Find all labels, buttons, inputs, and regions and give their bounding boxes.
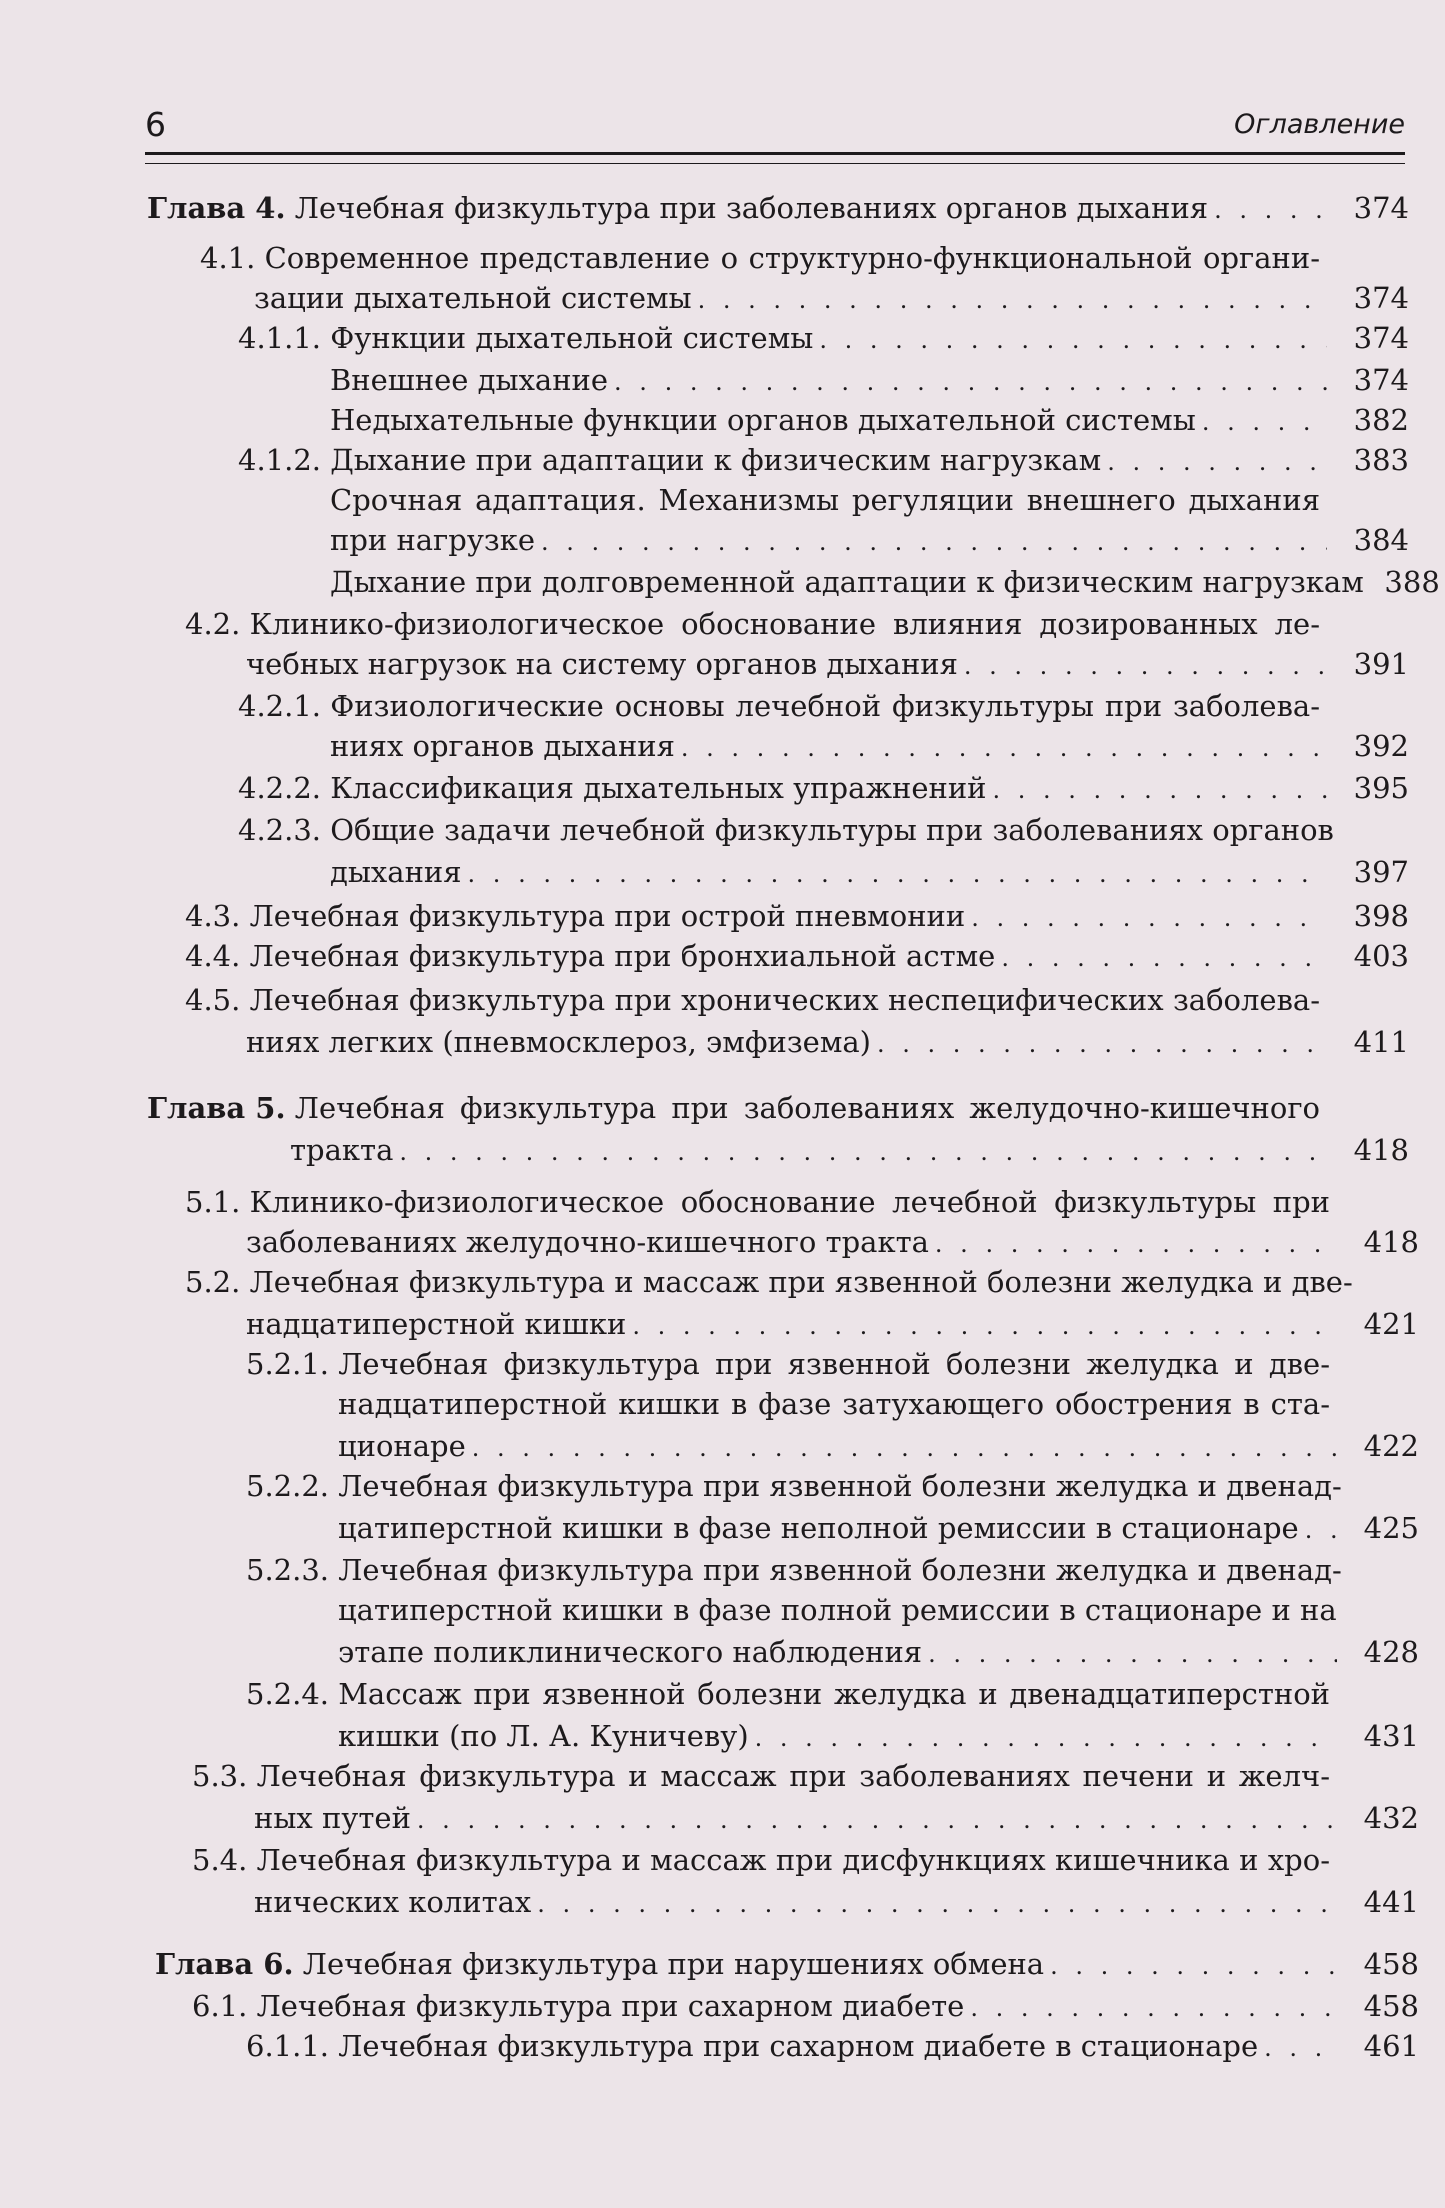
toc-entry-title: Лечебная физкультура и массаж при заболеваниях печени и желч-: [256, 1759, 1330, 1793]
dot-leader: [698, 280, 1327, 320]
toc-entry-long-term-adaptation: [330, 562, 1440, 602]
toc-entry-title-cont: цатиперстной кишки в фазе неполной ремиссии в стационаре: [338, 1511, 1299, 1545]
toc-page-number: 391: [1353, 647, 1409, 681]
toc-entry-5-2-3: [246, 1550, 1342, 1590]
dot-leader: [417, 1800, 1337, 1840]
running-head: Оглавление: [1234, 109, 1405, 140]
toc-page-number: 374: [1353, 363, 1409, 397]
toc-section-number: 4.1.2.: [238, 443, 322, 477]
toc-page-number: 431: [1363, 1719, 1419, 1753]
toc-entry-5-2-4-cont: [338, 1716, 1419, 1756]
dot-leader: [1202, 402, 1327, 442]
toc-page-number: 461: [1363, 2029, 1419, 2063]
toc-section-number: 5.2.3.: [246, 1553, 330, 1587]
toc-entry-title-cont: нических колитах: [254, 1885, 532, 1919]
dot-leader: [964, 646, 1327, 686]
toc-page-number: 418: [1353, 1133, 1409, 1167]
toc-entry-title: Лечебная физкультура при язвенной болезни желудка и двенад-: [338, 1553, 1342, 1587]
toc-entry-4-2-3: [238, 810, 1334, 850]
toc-entry-4-1-2: [238, 440, 1409, 480]
toc-section-number: 4.2.2.: [238, 771, 322, 805]
dot-leader: [1264, 2028, 1337, 2068]
toc-section-number: 4.1.1.: [238, 321, 322, 355]
toc-entry-title: Лечебная физкультура и массаж при язвенной болезни желудка и две-: [249, 1265, 1353, 1299]
toc-entry-title: Функции дыхательной системы: [330, 321, 814, 355]
toc-page-number: 397: [1353, 855, 1409, 889]
dot-leader: [755, 1718, 1337, 1758]
toc-entry-title: Лечебная физкультура при язвенной болезни желудка и двенад-: [338, 1469, 1342, 1503]
toc-entry-title-cont: ниях органов дыхания: [330, 729, 675, 763]
toc-entry-title-cont: при нагрузке: [330, 523, 535, 557]
toc-entry-4-5: [185, 980, 1320, 1020]
toc-page-number: 441: [1363, 1885, 1419, 1919]
toc-entry-6-1: [192, 1986, 1419, 2026]
toc-section-number: 4.4.: [185, 939, 241, 973]
toc-entry-urgent-adaptation-cont: [330, 520, 1409, 560]
toc-page-number: 374: [1353, 281, 1409, 315]
dot-leader: [681, 728, 1327, 768]
toc-section-number: 6.1.: [192, 1989, 248, 2023]
toc-entry-4-3: [185, 896, 1409, 936]
toc-entry-chapter-4: [147, 188, 1409, 228]
toc-entry-title-cont: ных путей: [254, 1801, 411, 1835]
toc-entry-5-2-cont: [246, 1304, 1419, 1344]
toc-entry-title: Дыхание при долговременной адаптации к физическим нагрузкам: [330, 565, 1364, 599]
toc-section-number: 6.1.1.: [246, 2029, 330, 2063]
dot-leader: [1050, 1946, 1337, 1986]
toc-section-number: 5.2.1.: [246, 1347, 330, 1381]
toc-section-number: 5.2.2.: [246, 1469, 330, 1503]
toc-entry-5-1: [185, 1182, 1330, 1222]
toc-page-number: 374: [1353, 191, 1409, 225]
toc-entry-title: Лечебная физкультура при сахарном диабете в стационаре: [338, 2029, 1259, 2063]
toc-entry-title: Массаж при язвенной болезни желудка и двенадцатиперстной: [338, 1677, 1330, 1711]
toc-page-number: 411: [1353, 1025, 1409, 1059]
toc-page-number: 384: [1353, 523, 1409, 557]
toc-entry-title: Лечебная физкультура и массаж при дисфункциях кишечника и хро-: [256, 1843, 1330, 1877]
toc-entry-chapter-6: [155, 1944, 1419, 1984]
toc-entry-title-cont: надцатиперстной кишки: [246, 1307, 627, 1341]
dot-leader: [632, 1306, 1337, 1346]
toc-section-number: 4.1.: [200, 241, 256, 275]
dot-leader: [537, 1884, 1337, 1924]
dot-leader: [472, 1428, 1337, 1468]
toc-entry-title: Лечебная физкультура при бронхиальной астме: [249, 939, 996, 973]
toc-entry-title-cont: цатиперстной кишки в фазе полной ремиссии в стационаре и на: [338, 1593, 1337, 1627]
toc-entry-title-cont: заболеваниях желудочно-кишечного тракта: [246, 1225, 929, 1259]
toc-entry-title: Физиологические основы лечебной физкультуры при заболева-: [330, 689, 1320, 723]
toc-page-number: 398: [1353, 899, 1409, 933]
toc-chapter-number: Глава 5.: [147, 1091, 286, 1125]
toc-entry-5-2-3-cont: [338, 1590, 1337, 1630]
dot-leader: [399, 1132, 1327, 1172]
toc-entry-4-1: [200, 238, 1320, 278]
toc-section-number: 4.3.: [185, 899, 241, 933]
toc-section-number: 4.2.3.: [238, 813, 322, 847]
toc-page-number: 382: [1353, 403, 1409, 437]
dot-leader: [1305, 1510, 1337, 1550]
toc-entry-title: Классификация дыхательных упражнений: [330, 771, 987, 805]
dot-leader: [614, 362, 1327, 402]
toc-entry-title-cont: чебных нагрузок на систему органов дыхания: [246, 647, 958, 681]
toc-entry-title: Клинико-физиологическое обоснование лечебной физкультуры при: [249, 1185, 1330, 1219]
dot-leader: [935, 1224, 1337, 1264]
toc-section-number: 5.2.4.: [246, 1677, 330, 1711]
toc-entry-4-2-cont: [246, 644, 1409, 684]
toc-section-number: 4.5.: [185, 983, 241, 1017]
toc-entry-title-cont: зации дыхательной системы: [254, 281, 692, 315]
toc-entry-title: Дыхание при адаптации к физическим нагрузкам: [330, 443, 1102, 477]
dot-leader: [468, 854, 1327, 894]
toc-entry-title: Современное представление о структурно-функциональной органи-: [264, 241, 1320, 275]
toc-page-number: 383: [1353, 443, 1409, 477]
toc-entry-5-2: [185, 1262, 1353, 1302]
toc-page-number: 403: [1353, 939, 1409, 973]
toc-entry-title: Внешнее дыхание: [330, 363, 609, 397]
dot-leader: [877, 1024, 1327, 1064]
toc-page-number: 395: [1353, 771, 1409, 805]
toc-entry-external-breathing: [330, 360, 1409, 400]
toc-entry-5-1-cont: [246, 1222, 1419, 1262]
toc-entry-title: Лечебная физкультура при язвенной болезни желудка и две-: [338, 1347, 1330, 1381]
toc-entry-5-2-2-cont: [338, 1508, 1419, 1548]
toc-entry-4-5-cont: [246, 1022, 1409, 1062]
dot-leader: [1214, 190, 1327, 230]
toc-entry-title: Лечебная физкультура при нарушениях обмена: [302, 1947, 1045, 1981]
toc-entry-4-2-1-cont: [330, 726, 1409, 766]
toc-section-number: 5.1.: [185, 1185, 241, 1219]
toc-entry-title-cont: этапе поликлинического наблюдения: [338, 1635, 923, 1669]
toc-entry-title: Общие задачи лечебной физкультуры при заболеваниях органов: [330, 813, 1334, 847]
toc-entry-title: Срочная адаптация. Механизмы регуляции внешнего дыхания: [330, 483, 1320, 517]
toc-entry-chapter-5: [147, 1088, 1320, 1128]
toc-page-number: 374: [1353, 321, 1409, 355]
toc-page-number: 421: [1363, 1307, 1419, 1341]
toc-entry-chapter-5-cont: [290, 1130, 1409, 1170]
toc-page-number: 425: [1363, 1511, 1419, 1545]
toc-entry-5-2-1-cont: [338, 1384, 1330, 1424]
dot-leader: [819, 320, 1327, 360]
toc-chapter-number: Глава 4.: [147, 191, 286, 225]
dot-leader: [928, 1634, 1337, 1674]
dot-leader: [970, 1988, 1337, 2028]
toc-entry-title: Лечебная физкультура при заболеваниях желудочно-кишечного: [294, 1091, 1320, 1125]
toc-section-number: 5.3.: [192, 1759, 248, 1793]
toc-entry-5-2-4: [246, 1674, 1330, 1714]
toc-entry-title: Лечебная физкультура при острой пневмонии: [249, 899, 966, 933]
toc-entry-4-1-1: [238, 318, 1409, 358]
dot-leader: [971, 898, 1327, 938]
toc-entry-title-cont: дыхания: [330, 855, 462, 889]
toc-section-number: 5.4.: [192, 1843, 248, 1877]
toc-entry-4-1-cont: [254, 278, 1409, 318]
toc-page-number: 388: [1384, 565, 1440, 599]
toc-entry-5-3: [192, 1756, 1330, 1796]
toc-entry-title-cont: надцатиперстной кишки в фазе затухающего обострения в ста-: [338, 1387, 1330, 1421]
toc-entry-title: Лечебная физкультура при заболеваниях органов дыхания: [294, 191, 1209, 225]
toc-page-number: 422: [1363, 1429, 1419, 1463]
toc-entry-nonrespiratory-functions: [330, 400, 1409, 440]
toc-entry-5-2-2: [246, 1466, 1342, 1506]
toc-entry-4-4: [185, 936, 1409, 976]
toc-entry-title: Недыхательные функции органов дыхательной системы: [330, 403, 1196, 437]
dot-leader: [1001, 938, 1327, 978]
toc-entry-4-2-2: [238, 768, 1409, 808]
toc-entry-title-cont: тракта: [290, 1133, 394, 1167]
toc-entry-title: Лечебная физкультура при сахарном диабете: [256, 1989, 965, 2023]
toc-entry-5-2-1: [246, 1344, 1330, 1384]
toc-entry-title-cont: кишки (по Л. А. Куничеву): [338, 1719, 749, 1753]
dot-leader: [993, 770, 1327, 810]
toc-page-number: 458: [1363, 1947, 1419, 1981]
toc-page-number: 458: [1363, 1989, 1419, 2023]
toc-entry-5-2-3-cont2: [338, 1632, 1419, 1672]
toc-chapter-number: Глава 6.: [155, 1947, 294, 1981]
toc-entry-urgent-adaptation: [330, 480, 1320, 520]
dot-leader: [541, 522, 1327, 562]
toc-entry-5-4: [192, 1840, 1330, 1880]
toc-entry-5-3-cont: [254, 1798, 1419, 1838]
toc-section-number: 4.2.: [185, 607, 241, 641]
toc-section-number: 5.2.: [185, 1265, 241, 1299]
toc-entry-6-1-1: [246, 2026, 1419, 2066]
toc-entry-4-2: [185, 604, 1320, 644]
toc-page-number: 428: [1363, 1635, 1419, 1669]
toc-entry-4-2-3-cont: [330, 852, 1409, 892]
toc-page-number: 432: [1363, 1801, 1419, 1835]
toc-entry-title-cont: ниях легких (пневмосклероз, эмфизема): [246, 1025, 872, 1059]
toc-page-number: 418: [1363, 1225, 1419, 1259]
page-number: 6: [145, 105, 166, 144]
dot-leader: [1107, 442, 1327, 482]
toc-entry-4-2-1: [238, 686, 1320, 726]
toc-entry-title-cont: ционаре: [338, 1429, 466, 1463]
toc-entry-title: Клинико-физиологическое обоснование влияния дозированных ле-: [249, 607, 1320, 641]
toc-entry-5-4-cont: [254, 1882, 1419, 1922]
toc-entry-5-2-1-cont2: [338, 1426, 1419, 1466]
toc-section-number: 4.2.1.: [238, 689, 322, 723]
toc-entry-title: Лечебная физкультура при хронических неспецифических заболева-: [249, 983, 1320, 1017]
toc-page-number: 392: [1353, 729, 1409, 763]
